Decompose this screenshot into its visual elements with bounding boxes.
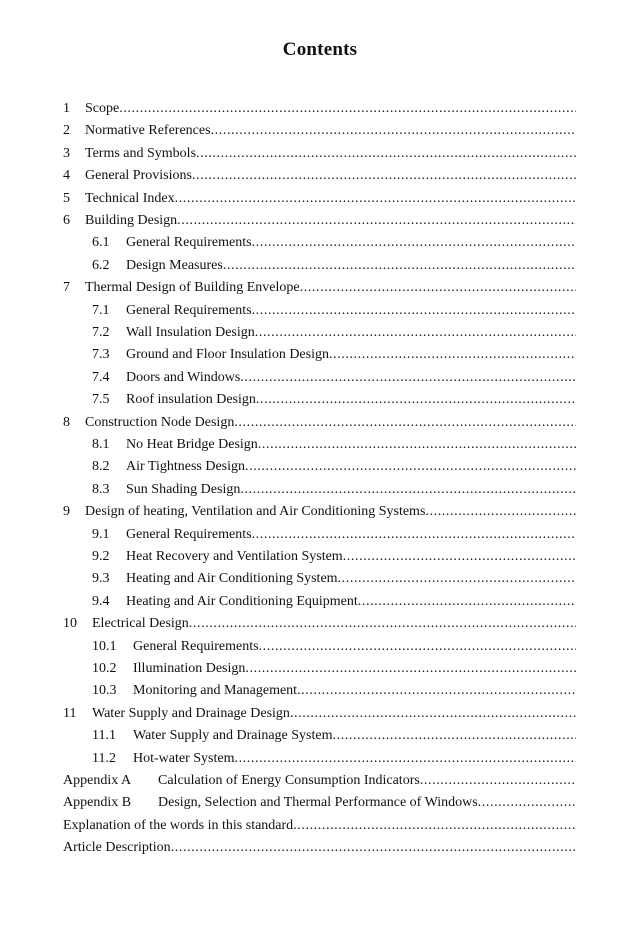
entry-label: Roof insulation Design — [126, 392, 256, 408]
dot-leader — [171, 839, 576, 857]
entry-label: Scope — [85, 101, 120, 116]
entry-label: Design Measures — [126, 257, 223, 273]
toc-entry-7-4[interactable] — [92, 365, 576, 387]
dot-leader — [425, 503, 576, 521]
entry-label: Electrical Design — [92, 616, 189, 632]
dot-leader — [252, 526, 576, 544]
entry-label: Heating and Air Conditioning Equipment — [126, 593, 358, 609]
entry-label: Doors and Windows — [126, 369, 241, 385]
entry-number: 9.1 — [92, 526, 110, 542]
entry-number: Appendix B — [63, 795, 132, 811]
entry-number: 9.2 — [92, 549, 110, 564]
dot-leader — [252, 302, 576, 320]
entry-label: Explanation of the words in this standard — [63, 817, 294, 833]
toc-entry-3[interactable] — [63, 141, 576, 163]
entry-number: 7 — [63, 280, 70, 296]
entry-number: 8 — [63, 414, 70, 430]
entry-number: 4 — [63, 168, 70, 184]
entry-label: Hot-water System — [133, 750, 235, 766]
dot-leader — [420, 772, 576, 790]
dot-leader — [300, 279, 576, 297]
dot-leader — [192, 167, 576, 185]
dot-leader — [223, 257, 576, 275]
entry-number: 6 — [63, 213, 70, 228]
dot-leader — [259, 638, 576, 656]
dot-leader — [290, 705, 576, 723]
toc-entry-8[interactable] — [63, 410, 576, 432]
toc-entry-appendix-b[interactable] — [63, 790, 576, 812]
entry-number: 8.2 — [92, 459, 110, 475]
entry-label: General Requirements — [126, 526, 252, 542]
entry-label: Building Design — [85, 213, 178, 228]
dot-leader — [119, 100, 576, 118]
entry-number: 7.3 — [92, 347, 110, 363]
entry-number: 3 — [63, 145, 70, 161]
toc-entry-11-2[interactable] — [92, 746, 576, 768]
entry-number: 7.5 — [92, 392, 110, 408]
entry-number: 11.2 — [92, 750, 116, 766]
toc-entry-1[interactable] — [63, 96, 576, 118]
toc-entry-10-2[interactable] — [92, 656, 576, 678]
toc-entry-9-3[interactable] — [92, 566, 576, 588]
page-title: Contents — [282, 39, 358, 60]
entry-label: Wall Insulation Design — [126, 325, 255, 340]
dot-leader — [245, 458, 576, 476]
entry-label: Sun Shading Design — [126, 481, 241, 497]
entry-number: 7.2 — [92, 325, 110, 340]
toc-entry-appendix-a[interactable] — [63, 768, 576, 790]
entry-label: General Provisions — [85, 168, 192, 184]
dot-leader — [234, 414, 576, 432]
dot-leader — [175, 190, 576, 208]
dot-leader — [234, 750, 576, 768]
entry-label: Water Supply and Drainage System — [133, 728, 333, 744]
entry-number: 1 — [63, 101, 70, 116]
entry-label: Design of heating, Ventilation and Air Conditioning Systems — [85, 504, 426, 520]
entry-number: 2 — [63, 123, 70, 139]
entry-number: 9.4 — [92, 593, 110, 609]
entry-label: General Requirements — [126, 302, 252, 318]
entry-number: 8.1 — [92, 437, 110, 452]
dot-leader — [343, 548, 576, 566]
toc-entry-9-1[interactable] — [92, 522, 576, 544]
dot-leader — [240, 369, 576, 387]
entry-number: 7.1 — [92, 302, 110, 318]
dot-leader — [196, 145, 576, 163]
dot-leader — [255, 324, 576, 342]
entry-label: Illumination Design — [133, 661, 246, 676]
entry-label: Air Tightness Design — [126, 459, 246, 475]
dot-leader — [177, 212, 576, 230]
entry-label: No Heat Bridge Design — [126, 437, 258, 452]
dot-leader — [333, 727, 577, 745]
toc-entry-11-1[interactable] — [92, 723, 576, 745]
dot-leader — [358, 593, 576, 611]
dot-leader — [189, 615, 576, 633]
toc-entry-6[interactable] — [63, 208, 576, 230]
entry-label: Article Description — [63, 840, 171, 856]
dot-leader — [211, 122, 576, 140]
dot-leader — [478, 794, 576, 812]
entry-label: Heating and Air Conditioning System — [126, 571, 338, 587]
entry-number: 11 — [63, 705, 77, 721]
entry-label: Thermal Design of Building Envelope — [85, 280, 300, 296]
entry-number: Appendix A — [63, 773, 132, 788]
toc-entry-7-3[interactable] — [92, 342, 576, 364]
dot-leader — [252, 234, 576, 252]
toc-entry-11[interactable] — [63, 701, 576, 723]
toc-entry-9-4[interactable] — [92, 589, 576, 611]
toc-entry-9-2[interactable] — [92, 544, 576, 566]
entry-label: Construction Node Design — [85, 414, 235, 430]
toc-entry-7[interactable] — [63, 275, 576, 297]
entry-label: Water Supply and Drainage Design — [92, 705, 290, 721]
entry-number: 10 — [63, 616, 77, 632]
entry-label: Technical Index — [85, 190, 175, 206]
entry-number: 9 — [63, 504, 70, 520]
toc-entry-explanation[interactable] — [63, 813, 576, 835]
dot-leader — [329, 346, 576, 364]
entry-number: 6.2 — [92, 257, 110, 273]
dot-leader — [293, 817, 576, 835]
entry-label: Calculation of Energy Consumption Indicators — [158, 773, 420, 788]
dot-leader — [256, 391, 576, 409]
entry-number: 10.3 — [92, 683, 117, 699]
toc-entry-8-2[interactable] — [92, 454, 576, 476]
dot-leader — [245, 660, 576, 678]
entry-number: 10.1 — [92, 638, 117, 654]
entry-number: 6.1 — [92, 235, 110, 251]
toc-entry-10-1[interactable] — [92, 634, 576, 656]
entry-label: Terms and Symbols — [85, 145, 197, 161]
toc-entry-7-1[interactable] — [92, 298, 576, 320]
toc-entry-6-2[interactable] — [92, 253, 576, 275]
entry-number: 5 — [63, 190, 70, 206]
toc-entry-6-1[interactable] — [92, 230, 576, 252]
toc-entry-10-3[interactable] — [92, 678, 576, 700]
entry-label: General Requirements — [126, 235, 252, 251]
entry-label: Normative References — [85, 123, 211, 139]
toc-entry-5[interactable] — [63, 186, 576, 208]
toc-entry-article-description[interactable] — [63, 835, 576, 857]
toc-entry-8-3[interactable] — [92, 477, 576, 499]
toc-entry-7-5[interactable] — [92, 387, 576, 409]
entry-number: 11.1 — [92, 728, 116, 744]
entry-label: Design, Selection and Thermal Performance of Windows — [158, 795, 478, 811]
toc-entry-8-1[interactable] — [92, 432, 576, 454]
entry-number: 9.3 — [92, 571, 110, 587]
toc-entry-2[interactable] — [63, 118, 576, 140]
dot-leader — [240, 481, 576, 499]
entry-number: 10.2 — [92, 661, 117, 676]
entry-label: Ground and Floor Insulation Design — [126, 347, 329, 363]
toc-entry-4[interactable] — [63, 163, 576, 185]
entry-label: Heat Recovery and Ventilation System — [126, 549, 343, 564]
dot-leader — [338, 570, 576, 588]
toc-entry-7-2[interactable] — [92, 320, 576, 342]
toc-entry-10[interactable] — [63, 611, 576, 633]
entry-number: 7.4 — [92, 369, 110, 385]
dot-leader — [297, 682, 576, 700]
entry-label: Monitoring and Management — [133, 683, 298, 699]
entry-label: General Requirements — [133, 638, 259, 654]
entry-number: 8.3 — [92, 481, 110, 497]
dot-leader — [258, 436, 576, 454]
toc-entry-9[interactable] — [63, 499, 576, 521]
